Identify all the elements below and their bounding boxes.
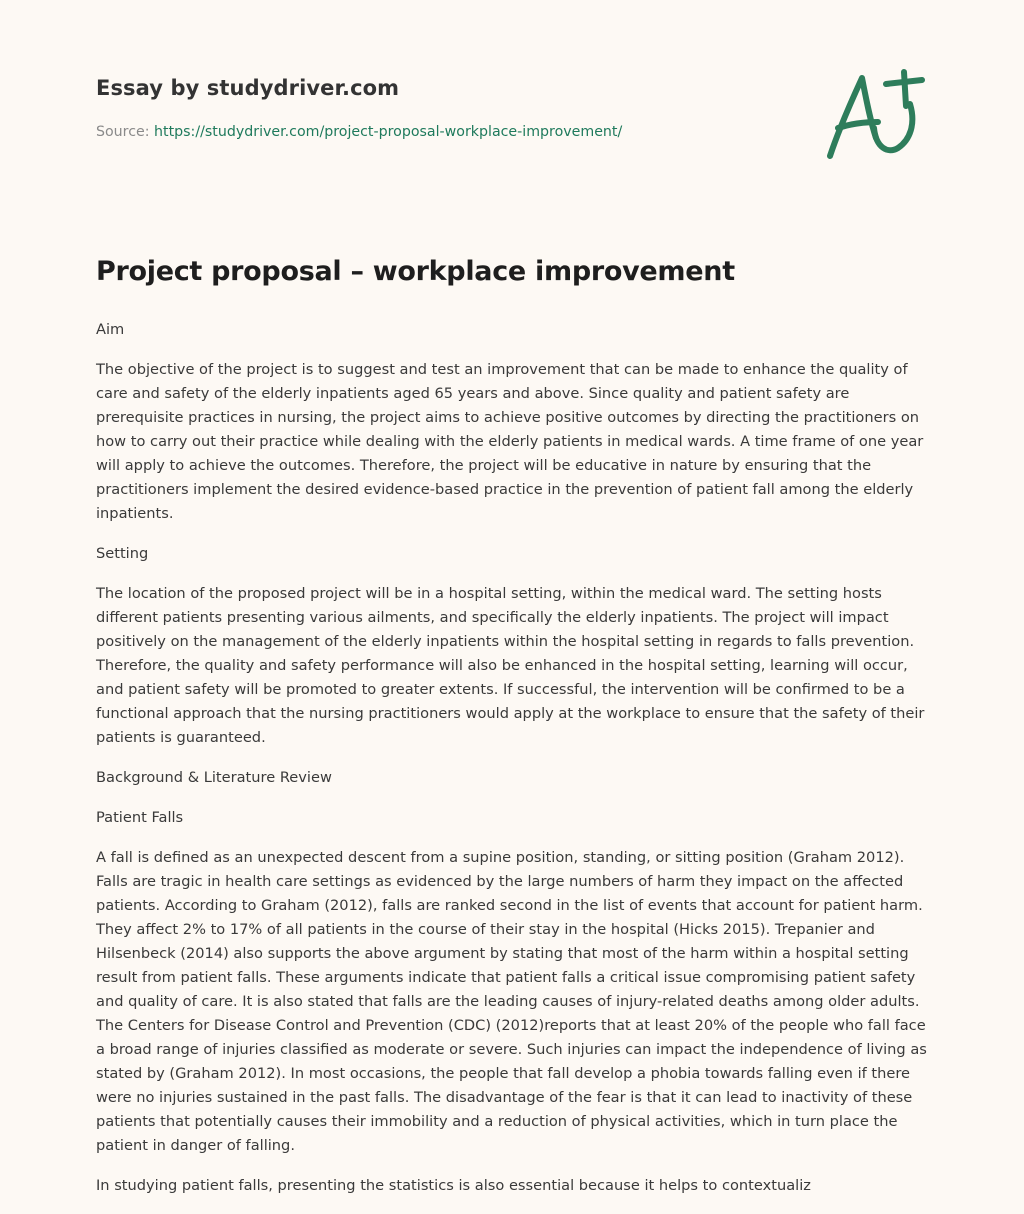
section-heading-patient-falls: Patient Falls — [96, 809, 184, 826]
source-label: Source: — [96, 124, 155, 140]
essay-page — [96, 0, 936, 1194]
page-header — [96, 0, 936, 210]
section-heading-aim: Aim — [96, 321, 125, 338]
section-heading-setting: Setting — [96, 545, 149, 562]
paragraph-setting: The location of the proposed project will be in a hospital setting, within the medical ward. The setting hosts different patients presenting various ailments, and specifically the elderly inpatients. The project will impact positively on the management of the elderly inpatients within the hospital setting in regards to falls prevention. Therefore, the quality and safety performance will also be enhanced in the hospital setting, learning will occur, and patient safety will be promoted to greater extents. If successful, the intervention will be confirmed to be a functional approach that the nursing practitioners would apply at the workplace to ensure that the safety of their patients is guaranteed. — [96, 585, 925, 746]
source-line — [96, 124, 622, 140]
a-plus-grade-icon — [824, 68, 928, 164]
paragraph-aim: The objective of the project is to suggest and test an improvement that can be made to enhance the quality of care and safety of the elderly inpatients aged 65 years and above. Since quality and patient safety are prerequisite practices in nursing, the project aims to achieve positive outcomes by directing the practitioners on how to carry out their practice while dealing with the elderly patients in medical wards. A time frame of one year will apply to achieve the outcomes. Therefore, the project will be educative in nature by ensuring that the practitioners implement the desired evidence-based practice in the prevention of patient fall among the elderly inpatients. — [96, 361, 924, 522]
article-body — [96, 318, 936, 1214]
brand-title: Essay by studydriver.com — [96, 76, 400, 100]
section-heading-background: Background & Literature Review — [96, 769, 332, 786]
page-title: Project proposal – workplace improvement — [96, 256, 735, 287]
source-link[interactable]: https://studydriver.com/project-proposal-workplace-improvement/ — [154, 124, 623, 140]
paragraph-patient-falls: A fall is defined as an unexpected descent from a supine position, standing, or sitting position (Graham 2012). Falls are tragic in health care settings as evidenced by the large numbers of harm they impact on the affected patients. According to Graham (2012), falls are ranked second in the list of events that account for patient harm. They affect 2% to 17% of all patients in the course of their stay in the hospital (Hicks 2015). Trepanier and Hilsenbeck (2014) also supports the above argument by stating that most of the harm within a hospital setting result from patient falls. These arguments indicate that patient falls a critical issue compromising patient safety and quality of care. It is also stated that falls are the leading causes of injury-related deaths among older adults. The Centers for Disease Control and Prevention (CDC) (2012)reports that at least 20% of the people who fall face a broad range of injuries classified as moderate or severe. Such injuries can impact the independence of living as stated by (Graham 2012). In most occasions, the people that fall develop a phobia towards falling even if there were no injuries sustained in the past falls. The disadvantage of the fear is that it can lead to inactivity of these patients that potentially causes their immobility and a reduction of physical activities, which in turn place the patient in danger of falling. — [96, 849, 927, 1154]
paragraph-statistics: In studying patient falls, presenting the statistics is also essential because it helps to contextualiz — [96, 1177, 811, 1194]
